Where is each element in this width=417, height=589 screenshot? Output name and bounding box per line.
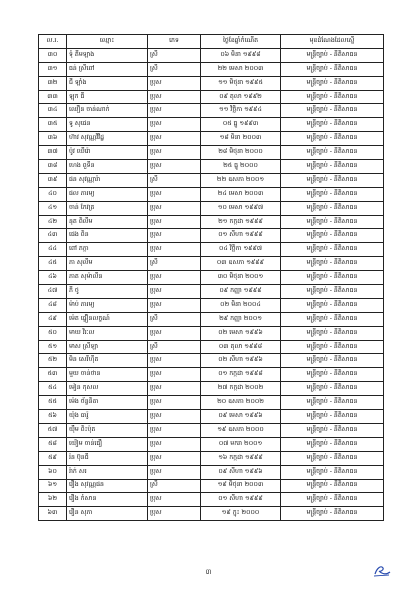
- birth-date: ០៩ កញ្ញា ១៩៩៩: [201, 285, 281, 299]
- row-number: ៣៣: [39, 90, 67, 104]
- sex-cell: ស្រី: [148, 48, 201, 62]
- person-name: ម៉េង ច័ន្ទនិតា: [67, 396, 148, 410]
- birth-date: ១៩ មិថុនា ២០០៣: [201, 479, 281, 493]
- sex-cell: ប្រុស: [148, 451, 201, 465]
- person-name: យ៉ៀម ចាន់ធឿ: [67, 437, 148, 451]
- table-row: [39, 90, 384, 104]
- birth-date: ២៧ កក្កដា ២០០២: [201, 382, 281, 396]
- sex-cell: ប្រុស: [148, 410, 201, 424]
- proposed-position: មន្ត្រីច្បាប់ - នីតិសាធន: [281, 465, 384, 479]
- row-number: ៥៨: [39, 437, 67, 451]
- birth-date: ៣០ មិថុនា ២០០១: [201, 271, 281, 285]
- proposed-position: មន្ត្រីច្បាប់ - នីតិសាធន: [281, 340, 384, 354]
- table-row: [39, 104, 384, 118]
- proposed-position: មន្ត្រីច្បាប់ - នីតិសាធន: [281, 382, 384, 396]
- proposed-position: មន្ត្រីច្បាប់ - នីតិសាធន: [281, 90, 384, 104]
- row-number: ៥៩: [39, 451, 67, 465]
- birth-date: ០៥ ធ្នូ ១៩៩៣: [201, 118, 281, 132]
- person-name: មួយ ចាន់ថាន: [67, 368, 148, 382]
- person-name: មាឃ វិរៈល: [67, 326, 148, 340]
- table-row: [39, 382, 384, 396]
- birth-date: ១០ មេសា ១៩៩៧: [201, 201, 281, 215]
- sex-cell: ស្រី: [148, 479, 201, 493]
- sex-cell: ប្រុស: [148, 187, 201, 201]
- person-name: ម៉េត ផ្ទឿនលក្ខណ៍: [67, 312, 148, 326]
- sex-cell: ស្រី: [148, 62, 201, 76]
- table-row: [39, 410, 384, 424]
- sex-cell: ប្រុស: [148, 76, 201, 90]
- proposed-position: មន្ត្រីច្បាប់ - នីតិសាធន: [281, 326, 384, 340]
- person-name: យ៉ុង ធារ៉ូ: [67, 410, 148, 424]
- table-row: [39, 285, 384, 299]
- sex-cell: ប្រុស: [148, 243, 201, 257]
- birth-date: ០៩ តុលា ១៩៩២: [201, 90, 281, 104]
- person-name: ទូ សុផេន: [67, 118, 148, 132]
- staff-list-table: [38, 34, 384, 521]
- row-number: ៤៥: [39, 257, 67, 271]
- proposed-position: មន្ត្រីច្បាប់ - នីតិសាធន: [281, 493, 384, 507]
- row-number: ៣៩: [39, 173, 67, 187]
- person-name: ធន់ ស្រីពៅ: [67, 62, 148, 76]
- row-number: ៣៤: [39, 104, 67, 118]
- row-number: ៤០: [39, 187, 67, 201]
- table-row: [39, 312, 384, 326]
- proposed-position: មន្ត្រីច្បាប់ - នីតិសាធន: [281, 451, 384, 465]
- table-row: [39, 493, 384, 507]
- birth-date: ០៣ តុលា ១៩៩៨: [201, 340, 281, 354]
- proposed-position: មន្ត្រីច្បាប់ - នីតិសាធន: [281, 201, 384, 215]
- proposed-position: មន្ត្រីច្បាប់ - នីតិសាធន: [281, 423, 384, 437]
- proposed-position: មន្ត្រីច្បាប់ - នីតិសាធន: [281, 368, 384, 382]
- birth-date: ០២ សីហា ១៩៩៦: [201, 354, 281, 368]
- person-name: ពៅ ភក្តា: [67, 243, 148, 257]
- birth-date: ១១ វិច្ឆិកា ១៩៩៤: [201, 104, 281, 118]
- birth-date: ១៩ ឧសភា ២០០០: [201, 423, 281, 437]
- row-number: ៥៣: [39, 368, 67, 382]
- proposed-position: មន្ត្រីច្បាប់ - នីតិសាធន: [281, 76, 384, 90]
- row-number: ៦៣: [39, 507, 67, 521]
- sex-cell: ប្រុស: [148, 368, 201, 382]
- table-header: [39, 35, 384, 49]
- birth-date: ០១ សីហា ១៩៩៩: [201, 493, 281, 507]
- sex-cell: ប្រុស: [148, 298, 201, 312]
- birth-date: ២២ មេសា ២០០៣: [201, 62, 281, 76]
- row-number: ៥៥: [39, 396, 67, 410]
- proposed-position: មន្ត្រីច្បាប់ - នីតិសាធន: [281, 229, 384, 243]
- birth-date: ០២ មិនា ២០០៤: [201, 298, 281, 312]
- person-name: ភី ថូ: [67, 285, 148, 299]
- sex-cell: ប្រុស: [148, 437, 201, 451]
- person-name: ប៉ូវ ឃើរ៉ោ: [67, 146, 148, 160]
- row-number: ៤២: [39, 215, 67, 229]
- table-row: [39, 354, 384, 368]
- row-number: ៣៥: [39, 118, 67, 132]
- birth-date: ០៧ មករា ២០០១: [201, 437, 281, 451]
- sex-cell: ប្រុស: [148, 493, 201, 507]
- birth-date: ០៩ មេសា ១៩៩៦: [201, 410, 281, 424]
- birth-date: ២៥ ធ្នូ ២០០០: [201, 160, 281, 174]
- row-number: ៥៦: [39, 410, 67, 424]
- proposed-position: មន្ត្រីច្បាប់ - នីតិសាធន: [281, 507, 384, 521]
- proposed-position: មន្ត្រីច្បាប់ - នីតិសាធន: [281, 437, 384, 451]
- signature-initial-icon: [372, 562, 392, 578]
- person-name: រ៉ាក់ សរ: [67, 465, 148, 479]
- row-number: ៥៧: [39, 423, 67, 437]
- sex-cell: ប្រុស: [148, 160, 201, 174]
- sex-cell: ស្រី: [148, 340, 201, 354]
- table-row: [39, 146, 384, 160]
- row-number: ៣០: [39, 48, 67, 62]
- person-name: រឿង សុវណ្ណផន: [67, 479, 148, 493]
- sex-cell: ប្រុស: [148, 132, 201, 146]
- sex-cell: ប្រុស: [148, 285, 201, 299]
- header-role: មុខដំណែងដែលស្នើ: [281, 35, 384, 49]
- sex-cell: ប្រុស: [148, 465, 201, 479]
- birth-date: ២១ កក្កដា ១៩៩៩: [201, 215, 281, 229]
- header-dob: ថ្ងៃខែឆ្នាំកំណើត: [201, 35, 281, 49]
- table-row: [39, 187, 384, 201]
- person-name: ហ៊ាវ សុវណ្ណវិវិដ្ឋ: [67, 132, 148, 146]
- proposed-position: មន្ត្រីច្បាប់ - នីតិសាធន: [281, 312, 384, 326]
- table-row: [39, 132, 384, 146]
- row-number: ៥១: [39, 340, 67, 354]
- table-row: [39, 48, 384, 62]
- table-row: [39, 479, 384, 493]
- proposed-position: មន្ត្រីច្បាប់ - នីតិសាធន: [281, 257, 384, 271]
- birth-date: ២០ ឧសភា ២០០២: [201, 396, 281, 410]
- table-row: [39, 76, 384, 90]
- person-name: មិន សេរីហ៊ីត: [67, 354, 148, 368]
- proposed-position: មន្ត្រីច្បាប់ - នីតិសាធន: [281, 187, 384, 201]
- proposed-position: មន្ត្រីច្បាប់ - នីតិសាធន: [281, 410, 384, 424]
- sex-cell: ប្រុស: [148, 215, 201, 229]
- person-name: ម៉ាប់ ភារម្យ: [67, 298, 148, 312]
- person-name: ឡុក ធី: [67, 90, 148, 104]
- table-row: [39, 215, 384, 229]
- proposed-position: មន្ត្រីច្បាប់ - នីតិសាធន: [281, 298, 384, 312]
- table-row: [39, 507, 384, 521]
- row-number: ៣៧: [39, 146, 67, 160]
- table-row: [39, 451, 384, 465]
- row-number: ៤៨: [39, 298, 67, 312]
- sex-cell: ប្រុស: [148, 201, 201, 215]
- proposed-position: មន្ត្រីច្បាប់ - នីតិសាធន: [281, 48, 384, 62]
- sex-cell: ប្រុស: [148, 146, 201, 160]
- proposed-position: មន្ត្រីច្បាប់ - នីតិសាធន: [281, 271, 384, 285]
- sex-cell: ប្រុស: [148, 423, 201, 437]
- sex-cell: ប្រុស: [148, 396, 201, 410]
- row-number: ៤៧: [39, 285, 67, 299]
- person-name: មៀន កុសល: [67, 382, 148, 396]
- person-name: នុត ពិលីម: [67, 215, 148, 229]
- proposed-position: មន្ត្រីច្បាប់ - នីតិសាធន: [281, 146, 384, 160]
- table-row: [39, 257, 384, 271]
- proposed-position: មន្ត្រីច្បាប់ - នីតិសាធន: [281, 243, 384, 257]
- sex-cell: ប្រុស: [148, 382, 201, 396]
- sex-cell: ប្រុស: [148, 104, 201, 118]
- table-row: [39, 396, 384, 410]
- person-name: ទុំ គីមឡាង: [67, 48, 148, 62]
- row-number: ៤៣: [39, 229, 67, 243]
- birth-date: ១១ មិថុនា ១៩៩៥: [201, 76, 281, 90]
- row-number: ៣១: [39, 62, 67, 76]
- proposed-position: មន្ត្រីច្បាប់ - នីតិសាធន: [281, 479, 384, 493]
- table-row: [39, 243, 384, 257]
- proposed-position: មន្ត្រីច្បាប់ - នីតិសាធន: [281, 396, 384, 410]
- row-number: ៤៩: [39, 312, 67, 326]
- table-row: [39, 368, 384, 382]
- table-row: [39, 340, 384, 354]
- header-sex: ភេទ: [148, 35, 201, 49]
- page-number: ៣: [205, 568, 212, 576]
- row-number: ៦២: [39, 493, 67, 507]
- person-name: ភាត សុម៉ាលីន: [67, 271, 148, 285]
- sex-cell: ប្រុស: [148, 507, 201, 521]
- birth-date: ០១ កក្កដា ១៩៩៨: [201, 368, 281, 382]
- proposed-position: មន្ត្រីច្បាប់ - នីតិសាធន: [281, 62, 384, 76]
- table-row: [39, 298, 384, 312]
- row-number: ៣២: [39, 76, 67, 90]
- table-row: [39, 229, 384, 243]
- birth-date: ០២ មេសា ១៩៩៦: [201, 326, 281, 340]
- person-name: ផន សុវណ្ណារ៉ា: [67, 173, 148, 187]
- table-row: [39, 160, 384, 174]
- person-name: មាស ស្រីឡា: [67, 340, 148, 354]
- table-row: [39, 465, 384, 479]
- proposed-position: មន្ត្រីច្បាប់ - នីតិសាធន: [281, 215, 384, 229]
- row-number: ៣៨: [39, 160, 67, 174]
- sex-cell: ស្រី: [148, 173, 201, 187]
- row-number: ៦០: [39, 465, 67, 479]
- sex-cell: ស្រី: [148, 312, 201, 326]
- sex-cell: ប្រុស: [148, 118, 201, 132]
- person-name: ឈឿន ចាន់ណាក់: [67, 104, 148, 118]
- proposed-position: មន្ត្រីច្បាប់ - នីតិសាធន: [281, 118, 384, 132]
- person-name: ផល ភារម្យ: [67, 187, 148, 201]
- birth-date: ១៩ ក្នុះ ២០០០: [201, 507, 281, 521]
- birth-date: ២៩ កញ្ញា ២០០១: [201, 312, 281, 326]
- proposed-position: មន្ត្រីច្បាប់ - នីតិសាធន: [281, 104, 384, 118]
- table-row: [39, 173, 384, 187]
- table-body: [39, 48, 384, 520]
- header-row: [39, 35, 384, 49]
- person-name: ជី ឡាំង: [67, 76, 148, 90]
- sex-cell: ស្រី: [148, 257, 201, 271]
- birth-date: ២៨ មិថុនា ២០០០: [201, 146, 281, 160]
- table-row: [39, 271, 384, 285]
- row-number: ៤៤: [39, 243, 67, 257]
- person-name: ភា សុលីម: [67, 257, 148, 271]
- table-row: [39, 201, 384, 215]
- proposed-position: មន្ត្រីច្បាប់ - នីតិសាធន: [281, 160, 384, 174]
- sex-cell: ប្រុស: [148, 271, 201, 285]
- header-no: ល.រ.: [39, 35, 67, 49]
- birth-date: ១៦ កក្កដា ១៩៩៩: [201, 451, 281, 465]
- birth-date: ០៦ មិនា ១៩៩៨: [201, 48, 281, 62]
- row-number: ៤១: [39, 201, 67, 215]
- birth-date: ០៣ ឧសភា ១៩៩៩: [201, 257, 281, 271]
- header-name: ឈ្មោះ: [67, 35, 148, 49]
- proposed-position: មន្ត្រីច្បាប់ - នីតិសាធន: [281, 132, 384, 146]
- sex-cell: ប្រុស: [148, 326, 201, 340]
- sex-cell: ប្រុស: [148, 90, 201, 104]
- person-name: ហេង ពួទីន: [67, 160, 148, 174]
- birth-date: ១៨ មិនា ២០០៣: [201, 132, 281, 146]
- table-row: [39, 326, 384, 340]
- person-name: ចាន់ កែវត្រ: [67, 201, 148, 215]
- table-row: [39, 437, 384, 451]
- row-number: ៦១: [39, 479, 67, 493]
- table-row: [39, 423, 384, 437]
- proposed-position: មន្ត្រីច្បាប់ - នីតិសាធន: [281, 173, 384, 187]
- person-name: រឿង កំសាន: [67, 493, 148, 507]
- row-number: ៥៤: [39, 382, 67, 396]
- table-row: [39, 118, 384, 132]
- person-name: យ៉ឹម ពិះប៉ុត: [67, 423, 148, 437]
- row-number: ៥២: [39, 354, 67, 368]
- sex-cell: ប្រុស: [148, 354, 201, 368]
- sex-cell: ប្រុស: [148, 229, 201, 243]
- birth-date: ២៤ មេសា ២០០៣: [201, 187, 281, 201]
- birth-date: ២២ ឧសភា ២០០១: [201, 173, 281, 187]
- birth-date: ០១ សីហា ១៩៩៩: [201, 229, 281, 243]
- proposed-position: មន្ត្រីច្បាប់ - នីតិសាធន: [281, 354, 384, 368]
- row-number: ៤៦: [39, 271, 67, 285]
- person-name: ផេង ពិន: [67, 229, 148, 243]
- birth-date: ០៤ វិច្ឆិកា ១៩៩៧: [201, 243, 281, 257]
- person-name: រ៉ន ប៊ុនធី: [67, 451, 148, 465]
- row-number: ៣៦: [39, 132, 67, 146]
- birth-date: ០៩ សីហា ១៩៩៦: [201, 465, 281, 479]
- person-name: រឿន សុភា: [67, 507, 148, 521]
- table-row: [39, 62, 384, 76]
- row-number: ៥០: [39, 326, 67, 340]
- proposed-position: មន្ត្រីច្បាប់ - នីតិសាធន: [281, 285, 384, 299]
